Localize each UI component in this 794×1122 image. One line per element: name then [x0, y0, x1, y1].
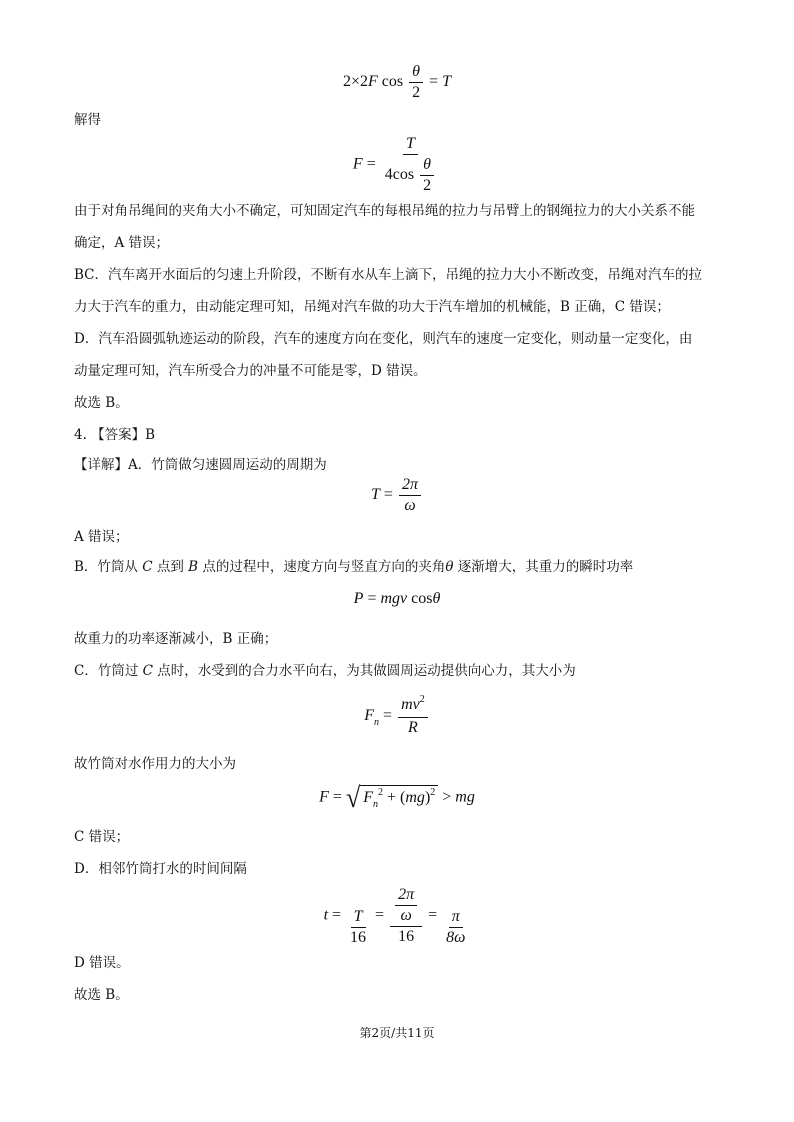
eq7-fraction-3: [443, 907, 468, 948]
c-line-pre: C．竹筒过: [74, 663, 143, 679]
eq7-inner-fraction: [395, 885, 417, 926]
b-line: [74, 557, 633, 577]
eq5-mv: mv: [401, 696, 420, 713]
eq7-frac1-num: T: [351, 907, 366, 928]
b-theta: θ: [445, 559, 454, 575]
eq6-equals: =: [332, 788, 342, 806]
eq5-numerator: [398, 695, 428, 718]
paragraph-1b: 确定，A 错误；: [74, 235, 170, 251]
equation-6: [0, 781, 794, 814]
eq5-superscript: 2: [419, 694, 425, 705]
eq7-t: t: [323, 906, 329, 924]
q4-detail: 【详解】A．竹筒做匀速圆周运动的周期为: [74, 457, 327, 473]
eq1-coefficient: 2×2: [342, 73, 368, 91]
eq2-inner-den: 2: [423, 177, 432, 194]
eq3-equals: =: [383, 486, 393, 504]
eq5-equals: =: [383, 707, 393, 725]
d-line: D．相邻竹筒打水的时间间隔: [74, 861, 247, 877]
eq2-inner-num: θ: [420, 155, 434, 176]
c-line: [74, 661, 576, 681]
eq2-fraction: [382, 134, 439, 196]
paragraph-1: 由于对角吊绳间的夹角大小不确定，可知固定汽车的每根吊绳的拉力与吊臂上的钢绳拉力的大小关系不能: [74, 203, 695, 219]
eq2-numerator: T: [403, 134, 418, 155]
eq7-equals-2: =: [375, 906, 385, 924]
eq1-fraction: [409, 62, 423, 103]
paragraph-4: 故选 B。: [74, 395, 129, 411]
b-conclusion: 故重力的功率逐渐减小，B 正确；: [74, 631, 278, 647]
eq6-superscript: 2: [378, 787, 384, 798]
eq6-plus: + (: [383, 789, 406, 806]
eq4-mgv: mgv: [380, 590, 408, 607]
eq1-T: T: [442, 73, 452, 91]
eq4-equals: =: [367, 590, 377, 607]
b-point-c: C: [142, 559, 153, 575]
eq5-subscript: n: [374, 717, 380, 729]
b-point-b: B: [188, 559, 199, 575]
eq6-radicand: [360, 785, 438, 811]
eq6-gt: >: [442, 788, 456, 806]
eq4-P: P: [353, 590, 364, 607]
eq7-frac1-den: 16: [350, 928, 367, 946]
eq7-inner-den: ω: [400, 907, 412, 924]
a-wrong: A 错误；: [74, 529, 129, 545]
eq7-equals-3: =: [428, 906, 438, 924]
page-footer: 第2页/共11页: [359, 1026, 435, 1040]
eq6-Fn: F: [363, 789, 374, 806]
eq2-equals: =: [366, 155, 376, 173]
eq7-fraction-1: [347, 907, 369, 948]
d-wrong: D 错误。: [74, 955, 130, 971]
eq7-frac3-num: π: [449, 907, 463, 928]
paragraph-3b: 动量定理可知，汽车所受合力的冲量不可能是零，D 错误。: [74, 363, 427, 379]
eq2-F: F: [352, 155, 363, 173]
equation-3: [0, 475, 794, 516]
c-line-post: 点时，水受到的合力水平向右，为其做圆周运动提供向心力，其大小为: [152, 663, 576, 679]
eq6-F: F: [319, 788, 329, 806]
eq2-denominator: [382, 155, 439, 196]
paragraph-2: BC．汽车离开水面后的匀速上升阶段，不断有水从车上滴下，吊绳的拉力大小不断改变，吊绳对汽车的拉: [74, 267, 702, 283]
b-line-post: 点的过程中，速度方向与竖直方向的夹角: [198, 559, 446, 575]
equation-7: [0, 885, 794, 947]
eq1-equals: =: [429, 73, 439, 91]
eq7-equals-1: =: [332, 906, 342, 924]
c-wrong: C 错误；: [74, 829, 130, 845]
eq1-frac-num: θ: [409, 62, 423, 83]
eq3-fraction: [399, 475, 421, 516]
equation-5: [0, 695, 794, 738]
eq7-frac2-num: [390, 885, 422, 927]
paragraph-3: D．汽车沿圆弧轨迹运动的阶段，汽车的速度方向在变化，则汽车的速度一定变化，则动量一定变化，由: [74, 331, 693, 347]
b-line-pre: B．竹筒从: [74, 559, 143, 575]
eq7-frac3-den: 8ω: [446, 928, 466, 946]
eq3-T: T: [371, 486, 380, 504]
equation-1: [0, 62, 794, 103]
c-force: 故竹筒对水作用力的大小为: [74, 756, 236, 772]
eq1-cos: cos: [381, 73, 404, 91]
eq2-den-coef: 4cos: [384, 166, 415, 184]
eq7-inner-num: 2π: [395, 885, 417, 906]
paragraph-2b: 力大于汽车的重力，由动能定理可知，吊绳对汽车做的功大于汽车增加的机械能，B 正确，C 错误；: [74, 299, 670, 315]
eq6-mg-rhs: mg: [455, 788, 475, 806]
eq3-denominator: ω: [404, 497, 416, 514]
b-line-mid: 点到: [152, 559, 189, 575]
eq7-frac2-den: 16: [398, 928, 415, 945]
eq6-superscript-2: 2: [430, 787, 436, 798]
eq6-mg: mg: [405, 789, 425, 806]
equation-4: [0, 590, 794, 608]
sqrt-symbol: √: [345, 781, 361, 814]
b-line-end: 逐渐增大，其重力的瞬时功率: [453, 559, 634, 575]
eq6-subscript: n: [373, 799, 379, 810]
eq5-fraction: [398, 695, 428, 738]
eq1-F: F: [367, 73, 378, 91]
eq7-fraction-2: [390, 885, 422, 947]
eq3-numerator: 2π: [399, 475, 421, 496]
eq2-inner-fraction: [420, 155, 434, 196]
eq4-theta: θ: [432, 590, 441, 607]
final-answer: 故选 B。: [74, 987, 129, 1003]
eq5-denominator: R: [408, 719, 418, 736]
equation-2: [0, 134, 794, 196]
eq5-F: F: [364, 707, 375, 725]
eq6-close: ): [424, 789, 431, 806]
c-point-c: C: [142, 663, 153, 679]
eq6-sqrt: [345, 781, 438, 814]
eq1-frac-den: 2: [412, 84, 421, 101]
text-jiede: 解得: [74, 112, 101, 128]
q4-answer: 4. 【答案】B: [74, 427, 156, 443]
eq4-cos: cos: [411, 590, 433, 607]
